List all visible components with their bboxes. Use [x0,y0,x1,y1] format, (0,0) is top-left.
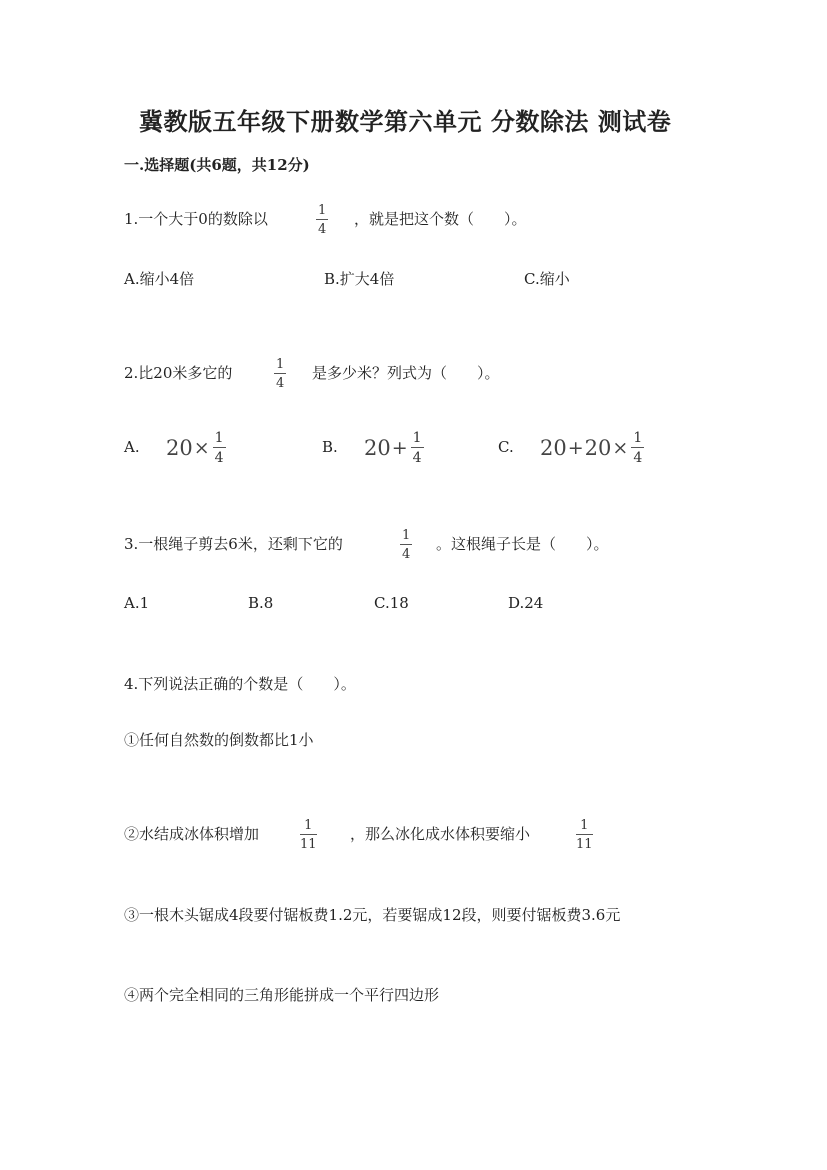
operator: + [391,437,408,459]
fraction-numerator: 1 [304,818,313,833]
fraction-denominator: 11 [300,837,317,852]
fraction-numerator: 1 [412,430,422,446]
fraction [300,819,317,851]
question-3-text: 3.一根绳子剪去6米，还剩下它的 [124,535,343,553]
operator: × [193,437,210,459]
option-c-expression [540,431,644,465]
option-b-label: B. [322,438,338,456]
fraction [316,204,328,236]
fraction-denominator: 4 [214,450,224,466]
option-b: B.8 [248,594,274,612]
fraction-numerator: 1 [214,430,224,446]
option-a: A.1 [124,594,150,612]
fraction-numerator: 1 [276,357,285,372]
fraction-numerator: 1 [402,528,411,543]
statement-4: ④两个完全相同的三角形能拼成一个平行四边形 [124,986,440,1004]
statement-3: ③一根木头锯成4段要付锯板费1.2元，若要锯成12段，则要付锯板费3.6元 [124,906,621,924]
question-2-text: 2.比20米多它的 [124,364,233,382]
option-c: C.缩小 [524,270,570,288]
statement-2-text-middle: ，那么冰化成水体积要缩小 [350,825,531,843]
fraction-numerator: 1 [318,203,327,218]
fraction-denominator: 4 [402,547,411,562]
operand: 20 [166,436,193,460]
page-title: 冀教版五年级下册数学第六单元 分数除法 测试卷 [139,107,672,136]
section-heading: 一.选择题(共6题，共12分) [124,156,310,174]
operator: × [612,437,629,459]
option-c-label: C. [498,438,514,456]
statement-2-text: ②水结成冰体积增加 [124,825,260,843]
fraction [576,819,593,851]
operand: 20 [584,436,612,460]
statement-1: ①任何自然数的倒数都比1小 [124,731,314,749]
option-b: B.扩大4倍 [324,270,395,288]
option-a: A.缩小4倍 [124,270,195,288]
fraction [631,431,644,465]
option-b-expression [364,431,424,465]
operand: 20 [364,436,391,460]
fraction-denominator: 4 [633,450,643,466]
fraction [274,358,286,390]
question-3-text-end: 。这根绳子长是（ ）。 [436,535,609,553]
fraction [400,529,412,561]
question-1-text: 1.一个大于0的数除以 [124,210,268,228]
fraction [213,431,226,465]
fraction-denominator: 4 [276,376,285,391]
option-a-expression [166,431,226,465]
question-1-text-end: ，就是把这个数（ ）。 [354,210,527,228]
option-c: C.18 [374,594,409,612]
fraction-numerator: 1 [580,818,589,833]
question-4-text: 4.下列说法正确的个数是（ ）。 [124,675,356,693]
option-d: D.24 [508,594,544,612]
fraction-numerator: 1 [633,430,643,446]
operand: 20 [540,436,567,460]
fraction-denominator: 11 [576,837,593,852]
fraction-denominator: 4 [318,222,327,237]
fraction-denominator: 4 [412,450,422,466]
question-2-text-end: 是多少米？列式为（ ）。 [312,364,500,382]
fraction [411,431,424,465]
option-a-label: A. [124,438,140,456]
operator: + [567,437,584,459]
